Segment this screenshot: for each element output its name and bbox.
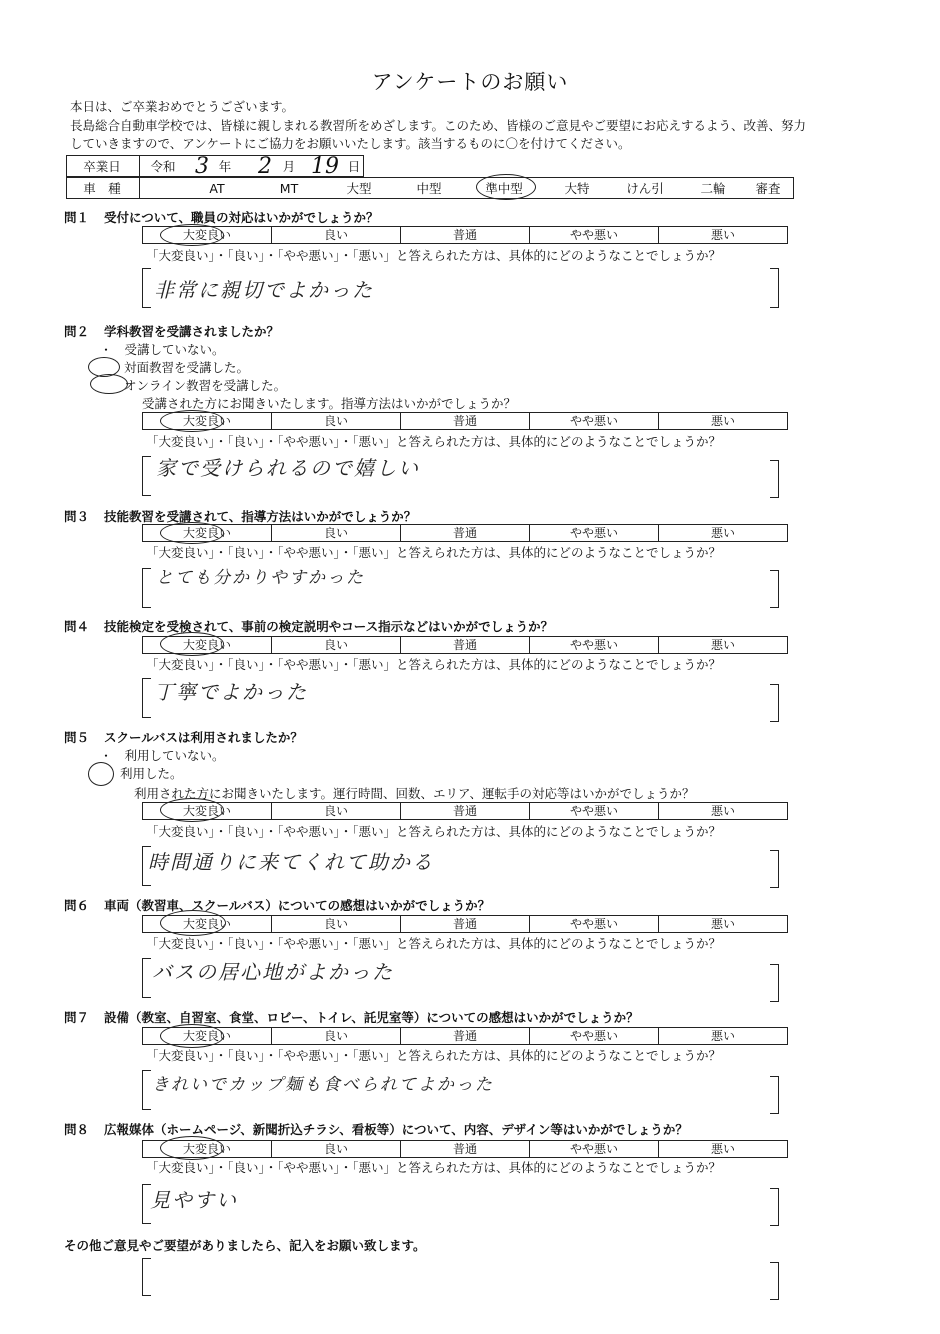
answer-bracket-right	[770, 964, 779, 1002]
rating-option[interactable]: 悪い	[710, 1142, 735, 1156]
option-line: オンライン教習を受講した。	[124, 378, 287, 393]
answer-bracket-left	[142, 568, 151, 608]
answer-text-q4[interactable]: 丁寧でよかった	[154, 680, 308, 704]
intro-line-1: 本日は、ご卒業おめでとうございます。	[70, 99, 295, 114]
question-3: 問３ 技能教習を受講されて、指導方法はいかがでしょうか？	[64, 509, 417, 524]
rating-option[interactable]: やや悪い	[530, 227, 659, 243]
rating-option[interactable]: 良い	[272, 227, 401, 243]
selection-circle	[160, 632, 224, 656]
grad-day-unit: 日	[347, 159, 361, 174]
rating-option[interactable]: 普通	[401, 525, 530, 541]
rating-option-selected[interactable]: 大変良い	[143, 227, 272, 243]
vehicle-row	[66, 177, 794, 199]
answer-bracket-right	[770, 570, 779, 608]
answer-bracket-right	[770, 684, 779, 722]
answer-bracket-right	[770, 268, 779, 308]
selection-circle	[90, 374, 128, 394]
rating-scale-q8	[142, 1140, 788, 1158]
selection-circle	[160, 1136, 224, 1160]
vehicle-option[interactable]: 大特	[564, 181, 590, 196]
rating-option[interactable]: 悪い	[710, 526, 735, 540]
rating-scale-q3	[142, 524, 788, 542]
option-line: 対面教習を受講した。	[124, 360, 250, 375]
selection-circle	[160, 1024, 224, 1048]
rating-option-selected[interactable]: 大変良い	[143, 916, 272, 932]
rating-option[interactable]: やや悪い	[530, 637, 659, 653]
selection-circle	[160, 224, 224, 246]
sub-question: 利用された方にお聞きいたします。運行時間、回数、エリア、運転手の対応等はいかがでしょうか？	[134, 786, 695, 801]
answer-bracket-right	[770, 850, 779, 888]
intro-line-2: 長島総合自動車学校では、皆様に親しまれる教習所をめざします。このため、皆様のご意見やご要望にお応えするよう、改善、努力	[70, 118, 807, 133]
rating-option[interactable]: 悪い	[710, 228, 735, 242]
answer-bracket-right	[770, 1076, 779, 1114]
grad-label: 卒業日	[83, 159, 121, 174]
answer-text-q8[interactable]: 見やすい	[150, 1188, 238, 1212]
selection-circle	[476, 174, 536, 200]
rating-option[interactable]: 良い	[272, 1028, 401, 1044]
closing-prompt: その他ご意見やご要望がありましたら、記入をお願い致します。	[64, 1238, 426, 1253]
answer-text-q7[interactable]: きれいでカップ麺も食べられてよかった	[152, 1075, 494, 1095]
rating-option[interactable]: 普通	[401, 227, 530, 243]
followup-note: 「大変良い」・「良い」・「やや悪い」・「悪い」と答えられた方は、具体的にどのようなことでしょうか？	[146, 545, 722, 560]
vehicle-option[interactable]: MT	[279, 180, 299, 196]
followup-note: 「大変良い」・「良い」・「やや悪い」・「悪い」と答えられた方は、具体的にどのようなことでしょうか？	[146, 657, 722, 672]
rating-option[interactable]: 良い	[272, 916, 401, 932]
grad-month-unit: 月	[282, 159, 296, 174]
selection-circle	[160, 522, 224, 544]
rating-option[interactable]: 良い	[272, 413, 401, 429]
rating-option[interactable]: 悪い	[710, 804, 735, 818]
rating-scale-q7	[142, 1027, 788, 1045]
answer-bracket-right	[770, 1188, 779, 1226]
vehicle-option[interactable]: AT	[209, 180, 225, 196]
selection-circle	[160, 910, 226, 936]
answer-bracket-left	[142, 958, 151, 998]
answer-bracket-right	[770, 460, 779, 498]
rating-option[interactable]: やや悪い	[530, 1028, 659, 1044]
intro-line-3: していきますので、アンケートにご協力をお願いいたします。該当するものに〇を付けてください。	[70, 136, 631, 151]
rating-option[interactable]: 普通	[401, 803, 530, 819]
vehicle-option[interactable]: 中型	[416, 181, 442, 196]
answer-text-q2[interactable]: 家で受けられるので嬉しい	[156, 456, 420, 480]
rating-scale-q6	[142, 915, 788, 933]
rating-option[interactable]: 良い	[272, 525, 401, 541]
vehicle-option[interactable]: けん引	[626, 181, 664, 196]
sub-question: 受講された方にお聞きいたします。指導方法はいかがでしょうか？	[142, 396, 517, 411]
rating-option[interactable]: 普通	[401, 1141, 530, 1157]
rating-option[interactable]: 普通	[401, 916, 530, 932]
rating-option[interactable]: やや悪い	[530, 1141, 659, 1157]
option-line: ・ 利用していない。	[100, 748, 225, 763]
followup-note: 「大変良い」・「良い」・「やや悪い」・「悪い」と答えられた方は、具体的にどのようなことでしょうか？	[146, 1160, 722, 1175]
answer-text-q1[interactable]: 非常に親切でよかった	[154, 278, 374, 302]
selection-circle	[160, 798, 224, 822]
option-line: ・ 受講していない。	[100, 342, 225, 357]
rating-option-selected[interactable]: 大変良い	[143, 1141, 272, 1157]
rating-option-selected[interactable]: 大変良い	[143, 413, 272, 429]
vehicle-label: 車 種	[83, 181, 121, 196]
question-8: 問８ 広報媒体（ホームページ、新聞折込チラシ、看板等）について、内容、デザイン等はいかがでしょうか？	[64, 1122, 688, 1137]
answer-bracket-left	[142, 268, 151, 308]
rating-scale-q5	[142, 802, 788, 820]
grad-month[interactable]: 2	[258, 153, 272, 179]
answer-text-q5[interactable]: 時間通りに来てくれて助かる	[148, 850, 434, 874]
followup-note: 「大変良い」・「良い」・「やや悪い」・「悪い」と答えられた方は、具体的にどのようなことでしょうか？	[146, 248, 722, 263]
grad-year-unit: 年	[218, 159, 232, 174]
vehicle-option[interactable]: 審査	[755, 181, 781, 196]
question-4: 問４ 技能検定を受検されて、事前の検定説明やコース指示などはいかがでしょうか？	[64, 619, 554, 634]
rating-option[interactable]: 普通	[401, 1028, 530, 1044]
rating-option[interactable]: 良い	[272, 1141, 401, 1157]
rating-option[interactable]: やや悪い	[530, 916, 659, 932]
option-line: 利用した。	[120, 766, 183, 781]
question-1: 問１ 受付について、職員の対応はいかがでしょうか？	[64, 210, 379, 225]
rating-option-selected[interactable]: 大変良い	[143, 1028, 272, 1044]
followup-note: 「大変良い」・「良い」・「やや悪い」・「悪い」と答えられた方は、具体的にどのようなことでしょうか？	[146, 434, 722, 449]
rating-option[interactable]: 良い	[272, 803, 401, 819]
grad-day[interactable]: 19	[311, 153, 339, 179]
rating-option-selected[interactable]: 大変良い	[143, 803, 272, 819]
answer-bracket-left	[142, 678, 151, 718]
vehicle-option-selected[interactable]: 準中型	[485, 181, 523, 196]
answer-text-q3[interactable]: とても分かりやすかった	[156, 568, 365, 588]
answer-bracket-left	[142, 1070, 151, 1110]
answer-bracket-right	[770, 1262, 779, 1300]
rating-option[interactable]: 悪い	[710, 917, 735, 931]
rating-option[interactable]: 悪い	[710, 414, 735, 428]
selection-circle	[88, 762, 114, 786]
rating-scale-q1	[142, 226, 788, 244]
rating-option[interactable]: 悪い	[710, 638, 735, 652]
rating-option[interactable]: 普通	[401, 637, 530, 653]
followup-note: 「大変良い」・「良い」・「やや悪い」・「悪い」と答えられた方は、具体的にどのようなことでしょうか？	[146, 824, 722, 839]
rating-scale-q2	[142, 412, 788, 430]
rating-option-selected[interactable]: 大変良い	[143, 525, 272, 541]
rating-option[interactable]: やや悪い	[530, 803, 659, 819]
vehicle-option[interactable]: 二輪	[700, 181, 726, 196]
followup-note: 「大変良い」・「良い」・「やや悪い」・「悪い」と答えられた方は、具体的にどのようなことでしょうか？	[146, 936, 722, 951]
rating-option[interactable]: やや悪い	[530, 413, 659, 429]
selection-circle	[160, 410, 224, 432]
question-6: 問６ 車両（教習車、スクールバス）についての感想はいかがでしょうか？	[64, 898, 491, 913]
rating-option[interactable]: 普通	[401, 413, 530, 429]
rating-option-selected[interactable]: 大変良い	[143, 637, 272, 653]
rating-option[interactable]: 悪い	[710, 1029, 735, 1043]
question-2: 問２ 学科教習を受講されましたか？	[64, 324, 280, 339]
rating-option[interactable]: 良い	[272, 637, 401, 653]
followup-note: 「大変良い」・「良い」・「やや悪い」・「悪い」と答えられた方は、具体的にどのようなことでしょうか？	[146, 1048, 722, 1063]
grad-year[interactable]: 3	[195, 153, 209, 179]
answer-bracket-left	[142, 1258, 151, 1296]
rating-option[interactable]: やや悪い	[530, 525, 659, 541]
page-title: アンケートのお願い	[371, 70, 569, 94]
question-7: 問７ 設備（教室、自習室、食堂、ロビー、トイレ、託児室等）についての感想はいかがでしょうか？	[64, 1010, 639, 1025]
grad-date-row	[66, 155, 364, 177]
question-5: 問５ スクールバスは利用されましたか？	[64, 730, 303, 745]
grad-era: 令和	[150, 159, 176, 174]
answer-bracket-left	[142, 456, 151, 496]
vehicle-option[interactable]: 大型	[346, 181, 372, 196]
rating-scale-q4	[142, 636, 788, 654]
answer-text-q6[interactable]: バスの居心地がよかった	[152, 960, 394, 984]
